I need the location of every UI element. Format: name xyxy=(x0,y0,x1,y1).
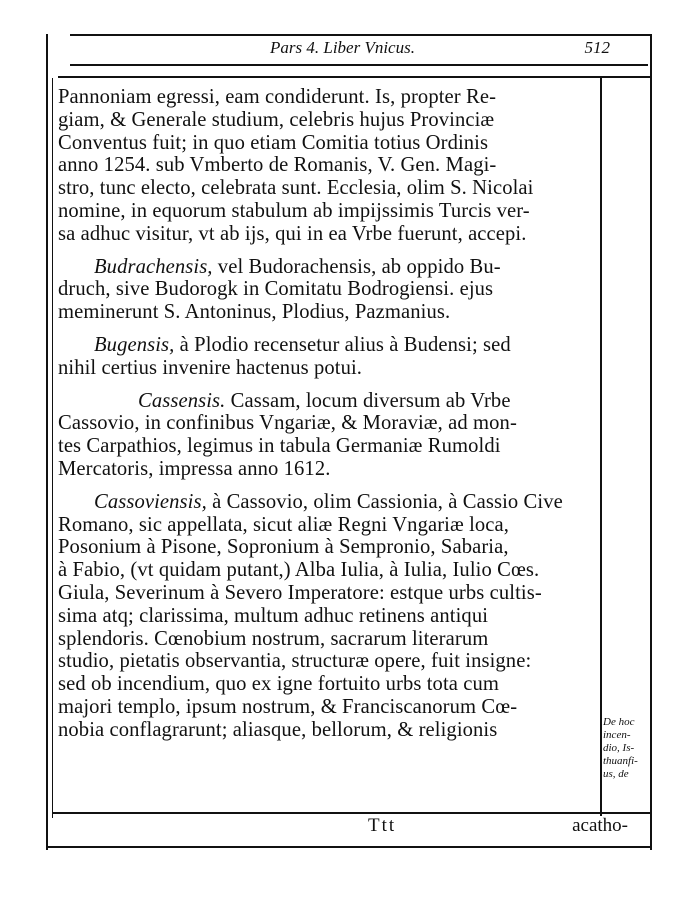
marginal-line: thuanfi- xyxy=(603,755,638,767)
text-line: giam, & Generale studium, celebris hujus Provinciæ xyxy=(58,108,495,131)
text-line: nobia conflagrarunt; aliasque, bellorum, & religionis xyxy=(58,718,498,741)
text-line xyxy=(58,334,600,357)
text-line: à Fabio, (vt quidam putant,) Alba Iulia, à Iulia, Iulio Cœs. xyxy=(58,559,540,582)
marginal-line: incen- xyxy=(603,729,631,741)
text-line: Posonium à Pisone, Sopronium à Sempronio, Sabaria, xyxy=(58,536,509,559)
text-line: stro, tunc electo, celebrata sunt. Ecclesia, olim S. Nicolai xyxy=(58,177,534,200)
text-line: splendoris. Cœnobium nostrum, sacrarum literarum xyxy=(58,627,489,650)
text-line: sed ob incendium, quo ex igne fortuito urbs tota cum xyxy=(58,673,500,696)
signature-mark: Ttt xyxy=(368,815,397,836)
paragraph xyxy=(58,86,600,246)
lemma: Cassoviensis, xyxy=(94,490,207,513)
header-underline xyxy=(70,64,648,66)
header-double-rule xyxy=(58,76,650,78)
running-title: Pars 4. Liber Vnicus. xyxy=(270,38,415,57)
text-segment: vel Budorachensis, ab oppido Bu- xyxy=(212,255,501,278)
lemma: Cassensis. xyxy=(138,389,226,412)
text-line: Conventus fuit; in quo etiam Comitia totius Ordinis xyxy=(58,131,489,154)
bottom-rule xyxy=(52,812,650,814)
text-line: Romano, sic appellata, sicut aliæ Regni Vngariæ loca, xyxy=(58,513,510,536)
paragraph xyxy=(58,256,600,324)
text-line: Mercatoris, impressa anno 1612. xyxy=(58,457,331,480)
text-line: majori templo, ipsum nostrum, & Franciscanorum Cœ- xyxy=(58,695,518,718)
text-line: sa adhuc visitur, vt ab ijs, qui in ea Vrbe fuerunt, accepi. xyxy=(58,222,527,245)
text-line: Pannoniam egressi, eam condiderunt. Is, propter Re- xyxy=(58,86,497,108)
body-text xyxy=(58,86,600,752)
lemma: Bugensis, xyxy=(94,333,175,356)
text-segment: à Cassovio, olim Cassionia, à Cassio Cive xyxy=(206,490,563,513)
left-frame-rule xyxy=(46,34,48,850)
foot-rule xyxy=(46,846,652,848)
inner-left-rule xyxy=(52,78,53,818)
text-segment: à Plodio recensetur alius à Budensi; sed xyxy=(174,333,511,356)
paragraph xyxy=(58,390,600,481)
text-line: studio, pietatis observantia, structuræ opere, fuit insigne: xyxy=(58,650,532,673)
text-line xyxy=(58,390,600,413)
text-line: sima atq; clarissima, multum adhuc retinens antiqui xyxy=(58,604,489,627)
outer-right-rule xyxy=(650,34,652,850)
page-footer xyxy=(58,815,628,841)
page-number: 512 xyxy=(584,38,610,57)
lemma: Budrachensis, xyxy=(94,255,213,278)
text-line: tes Carpathios, legimus in tabula Germaniæ Rumoldi xyxy=(58,435,501,458)
catchword: acatho- xyxy=(572,815,628,836)
text-line: Giula, Severinum à Severo Imperatore: estque urbs cultis- xyxy=(58,581,542,604)
text-line: druch, sive Budorogk in Comitatu Bodrogiensi. ejus xyxy=(58,278,494,301)
marginal-line: dio, Is- xyxy=(603,742,635,754)
text-line: nomine, in equorum stabulum ab impijssimis Turcis ver- xyxy=(58,199,530,222)
right-frame-rule xyxy=(600,78,602,816)
text-line: anno 1254. sub Vmberto de Romanis, V. Gen. Magi- xyxy=(58,154,497,177)
top-rule xyxy=(70,34,650,36)
paragraph xyxy=(58,334,600,380)
text-line: meminerunt S. Antoninus, Plodius, Pazmanius. xyxy=(58,301,451,324)
text-segment: Cassam, locum diversum ab Vrbe xyxy=(225,389,511,412)
marginal-line: us, de xyxy=(603,768,629,780)
text-line xyxy=(58,256,600,279)
marginal-line: De hoc xyxy=(603,716,635,728)
text-line: Cassovio, in confinibus Vngariæ, & Moraviæ, ad mon- xyxy=(58,412,517,435)
text-line xyxy=(58,491,600,514)
paragraph xyxy=(58,491,600,742)
marginal-note xyxy=(603,716,649,781)
text-line: nihil certius invenire hactenus potui. xyxy=(58,356,363,379)
running-header xyxy=(100,38,620,60)
